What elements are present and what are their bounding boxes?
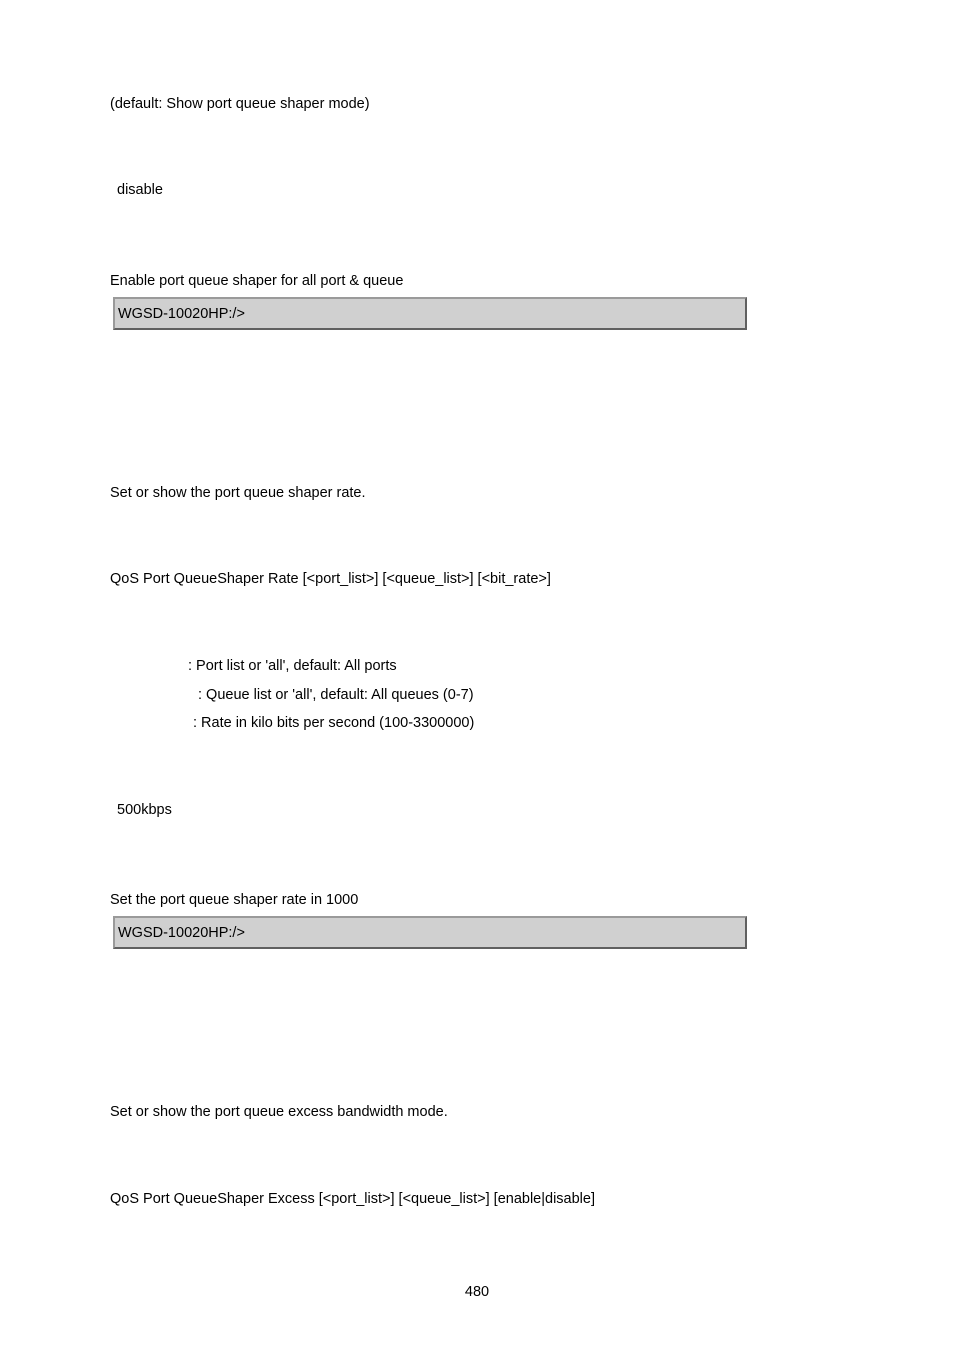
example-command-text: WGSD-10020HP:/> [118, 306, 245, 322]
default-note: (default: Show port queue shaper mode) [110, 96, 370, 112]
page-number: 480 [464, 1284, 490, 1300]
param-queue-list: : Queue list or 'all', default: All queues (0-7) [198, 687, 474, 703]
example-description: Set the port queue shaper rate in 1000 [110, 892, 359, 908]
param-port-list: : Port list or 'all', default: All ports [188, 658, 397, 674]
param-bit-rate: : Rate in kilo bits per second (100-3300000) [193, 715, 475, 731]
command-description: Set or show the port queue shaper rate. [110, 485, 366, 501]
default-value: 500kbps [117, 802, 172, 818]
command-syntax: QoS Port QueueShaper Rate [<port_list>] [<queue_list>] [<bit_rate>] [110, 571, 551, 587]
example-command-box [113, 297, 747, 330]
example-command-box [113, 916, 747, 949]
default-value: disable [117, 182, 163, 198]
command-description: Set or show the port queue excess bandwidth mode. [110, 1104, 448, 1120]
example-description: Enable port queue shaper for all port & queue [110, 273, 404, 289]
example-command-text: WGSD-10020HP:/> [118, 925, 245, 941]
command-syntax: QoS Port QueueShaper Excess [<port_list>] [<queue_list>] [enable|disable] [110, 1191, 595, 1207]
